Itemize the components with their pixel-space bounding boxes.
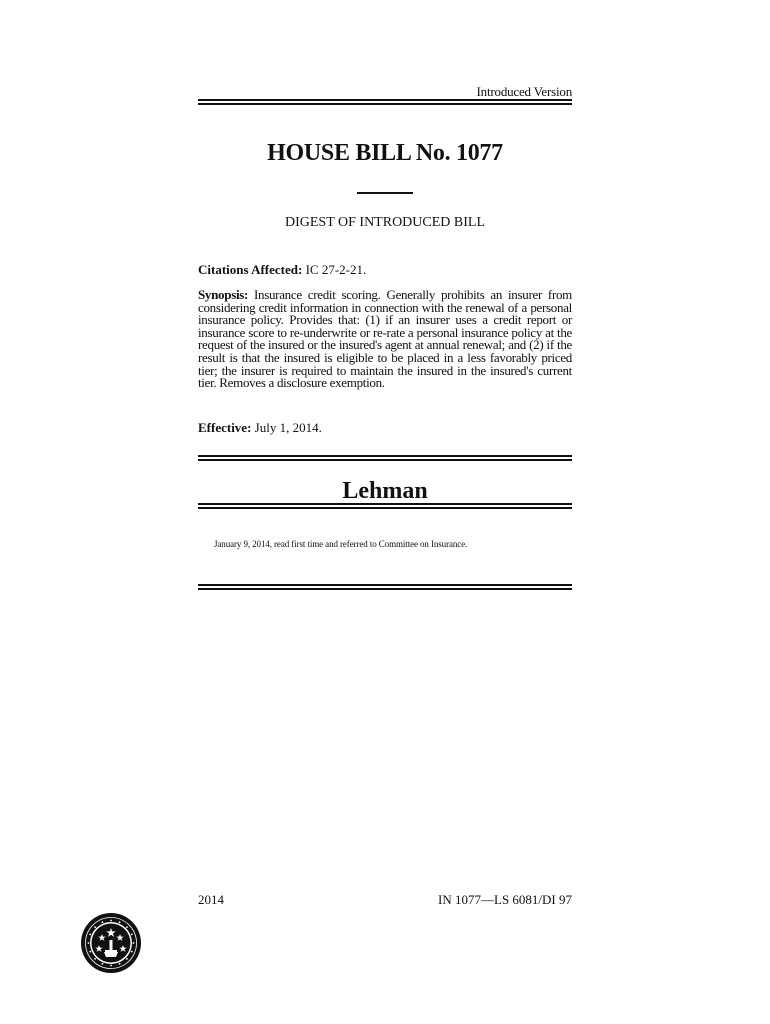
footer-code: IN 1077—LS 6081/DI 97 [438,892,572,907]
synopsis [198,289,572,390]
title-divider [357,192,413,194]
bill-author: Lehman [342,478,428,504]
version-label: Introduced Version [476,84,572,99]
synopsis-label: Synopsis: [198,287,249,302]
author-bottom-rule [198,503,572,509]
bill-history: January 9, 2014, read first time and referred to Committee on Insurance. [214,539,468,549]
effective-label: Effective: [198,420,252,435]
citations-label: Citations Affected: [198,262,303,277]
effective-date [198,420,572,436]
effective-value: July 1, 2014. [254,420,322,435]
history-rule [198,584,572,590]
author-top-rule [198,455,572,461]
synopsis-text: Insurance credit scoring. Generally prohibits an insurer from considering credit information in connection with the renewal of a personal insurance policy. Provides that: (1) if an insurer uses a credit report or insurance score to re-underwrite or re-rate a personal insurance policy at the request of the insured or the insured's agent at annual renewal; and (2) if the result is that the insured is eligible to be placed in a less favorably priced tier; the insurer is required to maintain the insured in the insured's current tier. Removes a disclosure exemption. [198,287,572,391]
citations-value: IC 27-2-21. [305,262,367,277]
state-seal-icon [80,912,142,974]
footer-year: 2014 [198,892,224,907]
bill-title: HOUSE BILL No. 1077 [267,140,503,166]
header-rule [198,99,572,105]
citations-affected [198,262,572,278]
digest-heading: DIGEST OF INTRODUCED BILL [284,215,485,230]
